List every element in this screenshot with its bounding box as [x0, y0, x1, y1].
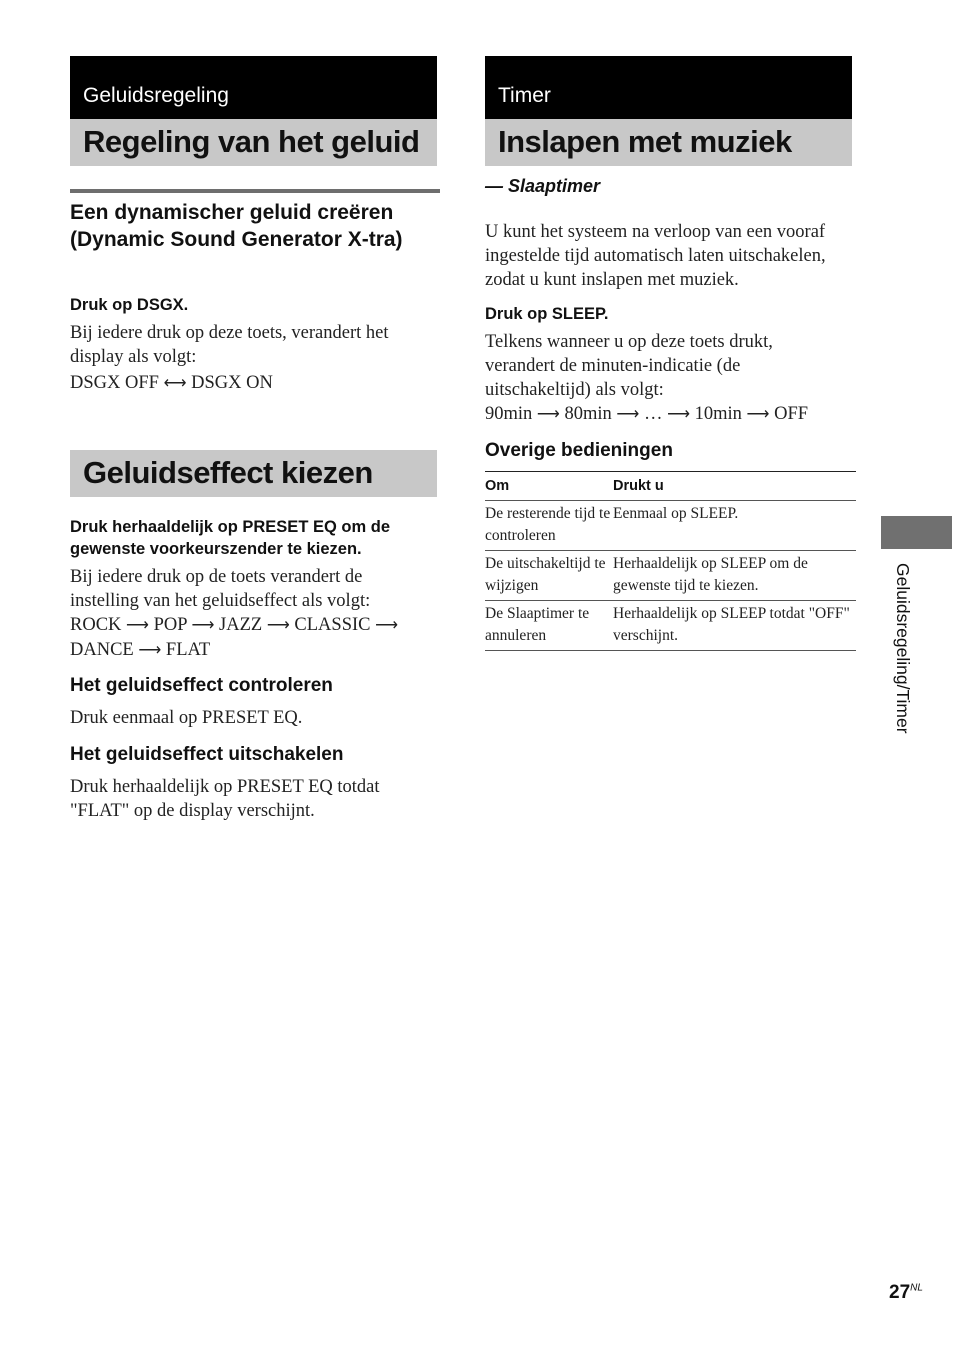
table-header-row: [485, 472, 856, 501]
dsg-seq-a: DSGX OFF: [70, 373, 159, 393]
dsg-heading: Een dynamischer geluid creëren (Dynamic Sound Generator X-tra): [70, 201, 403, 251]
dsg-seq-b: DSGX ON: [191, 373, 273, 393]
table-cell: De Slaaptimer te annuleren: [485, 601, 613, 651]
section-band-label: Timer: [498, 84, 551, 107]
section-band-left: [70, 56, 437, 119]
dsg-instruction: Druk op DSGX.: [70, 296, 189, 314]
table-header-om: Om: [485, 472, 613, 501]
divider-rule: [70, 189, 440, 193]
dsg-sequence: [70, 371, 273, 396]
effect-sequence: [70, 613, 442, 663]
seq-item: 80min: [564, 404, 612, 424]
arrow-right-icon: ⟶: [667, 406, 690, 423]
effect-off-body: Druk herhaaldelijk op PRESET EQ totdat "FLAT" op de display verschijnt.: [70, 777, 380, 821]
table-row: [485, 601, 856, 651]
effect-check-body: Druk eenmaal op PRESET EQ.: [70, 708, 303, 728]
effect-body: Bij iedere druk op de toets verandert de instelling van het geluidseffect als volgt:: [70, 567, 371, 611]
page-number: [889, 1282, 923, 1304]
side-tab-marker: [881, 516, 952, 549]
arrow-right-icon: ⟶: [191, 617, 215, 634]
arrow-right-icon: ⟶: [266, 617, 290, 634]
arrow-right-icon: ⟶: [536, 406, 560, 423]
effect-instruction: Druk herhaaldelijk op PRESET EQ om de gewenste voorkeurszender te kiezen.: [70, 518, 390, 558]
dsg-body: Bij iedere druk op deze toets, verandert het display als volgt:: [70, 323, 389, 367]
side-label: Geluidsregeling/Timer: [893, 563, 913, 734]
seq-item: POP: [153, 615, 187, 635]
table-cell: Herhaaldelijk op SLEEP totdat "OFF" verschijnt.: [613, 601, 856, 651]
timer-instruction: Druk op SLEEP.: [485, 305, 609, 323]
table-header-drukt: Drukt u: [613, 472, 856, 501]
page-number-value: 27: [889, 1282, 911, 1303]
table-cell: Herhaaldelijk op SLEEP om de gewenste tijd te kiezen.: [613, 551, 856, 601]
table-cell: De uitschakeltijd te wijzigen: [485, 551, 613, 601]
timer-body: Telkens wanneer u op deze toets drukt, verandert de minuten-indicatie (de uitschakeltijd) als volgt:: [485, 332, 773, 400]
timer-subtitle: — Slaaptimer: [485, 176, 601, 196]
seq-item: ROCK: [70, 615, 122, 635]
seq-item: 10min: [694, 404, 742, 424]
effect-off-heading: Het geluidseffect uitschakelen: [70, 744, 344, 765]
page-number-suffix: NL: [910, 1282, 923, 1294]
table-cell: Eenmaal op SLEEP.: [613, 501, 856, 551]
other-heading: Overige bedieningen: [485, 440, 673, 461]
seq-item: FLAT: [165, 640, 211, 660]
seq-item: CLASSIC: [294, 615, 371, 635]
seq-item: …: [643, 404, 663, 424]
seq-item: JAZZ: [219, 615, 263, 635]
table-cell: De resterende tijd te controleren: [485, 501, 613, 551]
table-row: [485, 551, 856, 601]
seq-item: 90min: [485, 404, 533, 424]
arrow-right-icon: ⟶: [616, 406, 640, 423]
effect-check-heading: Het geluidseffect controleren: [70, 675, 333, 696]
arrow-right-icon: ⟶: [126, 617, 149, 634]
arrow-right-icon: ⟶: [138, 642, 162, 659]
section-title-right: Inslapen met muziek: [485, 119, 852, 166]
timer-sequence: [485, 402, 808, 427]
timer-intro: U kunt het systeem na verloop van een vooraf ingestelde tijd automatisch laten uitschakelen, zodat u kunt inslapen met muziek.: [485, 222, 826, 290]
section-band-label: Geluidsregeling: [83, 84, 229, 107]
arrow-right-icon: ⟶: [746, 406, 770, 423]
table-row: [485, 501, 856, 551]
seq-item: DANCE: [70, 640, 134, 660]
section-title-left: Regeling van het geluid: [70, 119, 437, 166]
effect-title: Geluidseffect kiezen: [70, 450, 437, 497]
section-band-right: [485, 56, 852, 119]
operations-table: [485, 471, 856, 651]
arrow-right-icon: ⟶: [375, 617, 399, 634]
seq-item: OFF: [774, 404, 809, 424]
double-arrow-icon: ⟷: [163, 375, 187, 392]
